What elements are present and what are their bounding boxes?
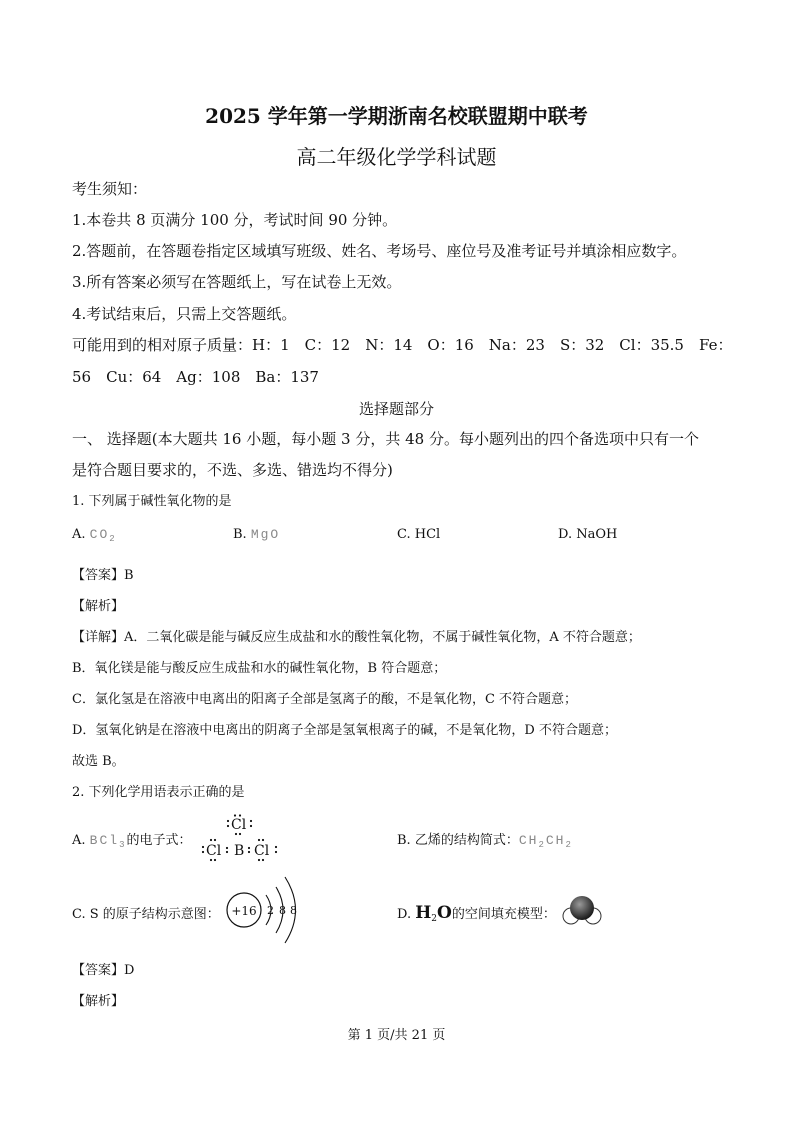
- q1-option-a-label: A.: [72, 527, 86, 542]
- page-footer: 第 1 页/共 21 页: [347, 1028, 446, 1043]
- atomic-structure-icon: [224, 873, 304, 947]
- q1-detail-3: C．氯化氢是在溶液中电离出的阳离子全部是氢离子的酸，不是氧化物，C 不符合题意；: [72, 692, 578, 707]
- q1-answer: 【答案】B: [72, 568, 134, 583]
- notice-item-1: 1.本卷共 8 页满分 100 分，考试时间 90 分钟。: [72, 211, 398, 229]
- q1-detail-4: D．氢氧化钠是在溶液中电离出的阴离子全部是氢氧根离子的碱，不是氧化物，D 不符合题意；: [72, 723, 617, 738]
- q2-option-a: [72, 829, 192, 850]
- q1-option-b-label: B.: [233, 527, 247, 542]
- q2-option-d-text: 的空间填充模型：: [451, 907, 556, 922]
- q2-option-d: [397, 903, 556, 924]
- notice-item-4: 4.考试结束后，只需上交答题纸。: [72, 305, 297, 323]
- q2-option-b-label: B.: [397, 833, 411, 848]
- shell-2-count: 8: [279, 904, 286, 917]
- section-intro-line-1: 一、 选择题(本大题共 16 小题，每小题 3 分，共 48 分。每小题列出的四个备选项中只有一个: [72, 430, 699, 448]
- q2-option-d-label: D.: [397, 907, 412, 922]
- exam-title: 2025 学年第一学期浙南名校联盟期中联考: [205, 104, 588, 128]
- q2-option-b-sub-1: 2: [538, 840, 546, 850]
- q1-analysis: 【解析】: [72, 599, 125, 614]
- q1-option-a-formula: CO: [89, 527, 110, 542]
- q1-option-a-sub: 2: [109, 534, 117, 544]
- q1-option-d: D. NaOH: [558, 527, 618, 542]
- q1-stem: 1. 下列属于碱性氧化物的是: [72, 494, 232, 509]
- lewis-cl-right: Cl: [254, 843, 270, 859]
- q1-option-a: [72, 527, 117, 544]
- atomic-mass-line-1: 可能用到的相对原子质量：H：1 C：12 N：14 O：16 Na：23 S：32 Cl：35.5 Fe：: [72, 336, 733, 354]
- q1-detail-5: 故选 B。: [72, 754, 125, 769]
- q2-stem: 2. 下列化学用语表示正确的是: [72, 785, 245, 800]
- lewis-cl-left: Cl: [206, 843, 222, 859]
- q2-answer: 【答案】D: [72, 963, 135, 978]
- q2-option-d-sub: 2: [431, 914, 438, 924]
- lewis-structure-icon: [200, 814, 282, 864]
- q1-detail-1: 【详解】A．二氧化碳是能与碱反应生成盐和水的酸性氧化物，不属于碱性氧化物，A 不符合题意；: [72, 630, 641, 645]
- atomic-mass-line-2: 56 Cu：64 Ag：108 Ba：137: [72, 368, 319, 386]
- q2-analysis: 【解析】: [72, 994, 125, 1009]
- q2-option-b-formula-2: CH: [545, 833, 566, 848]
- notice-item-2: 2.答题前，在答题卷指定区域填写班级、姓名、考场号、座位号及准考证号并填涂相应数字。: [72, 242, 687, 260]
- q2-option-b-text: 乙烯的结构简式：: [414, 833, 519, 848]
- q2-option-b-sub-2: 2: [565, 840, 573, 850]
- q2-option-d-formula-h: H: [415, 903, 432, 923]
- q1-option-c: C. HCl: [397, 527, 441, 542]
- q2-option-a-sub: 3: [119, 840, 127, 850]
- shell-1-count: 2: [267, 904, 274, 917]
- section-heading: 选择题部分: [358, 400, 434, 418]
- exam-subtitle: 高二年级化学学科试题: [296, 145, 497, 169]
- q2-option-c-text: C. S 的原子结构示意图：: [72, 907, 220, 922]
- q2-option-a-formula: BCl: [89, 833, 120, 848]
- lewis-b-center: B: [234, 843, 245, 859]
- q2-option-b-formula-1: CH: [518, 833, 539, 848]
- notice-heading: 考生须知：: [72, 180, 148, 198]
- q2-option-b: [397, 829, 573, 850]
- nucleus-charge: +16: [231, 904, 257, 918]
- shell-3-count: 8: [290, 904, 297, 917]
- q1-option-b: [233, 527, 280, 542]
- q2-option-a-text: 的电子式：: [126, 833, 192, 848]
- q1-option-b-formula: MgO: [250, 527, 281, 542]
- q2-option-a-label: A.: [72, 833, 86, 848]
- notice-item-3: 3.所有答案必须写在答题纸上，写在试卷上无效。: [72, 273, 402, 291]
- q1-detail-2: B．氧化镁是能与酸反应生成盐和水的碱性氧化物，B 符合题意；: [72, 661, 447, 676]
- section-intro-line-2: 是符合题目要求的，不选、多选、错选均不得分): [72, 461, 393, 479]
- q2-option-d-formula-o: O: [437, 903, 452, 923]
- space-filling-model-icon: [562, 893, 602, 927]
- lewis-cl-top: Cl: [231, 817, 247, 833]
